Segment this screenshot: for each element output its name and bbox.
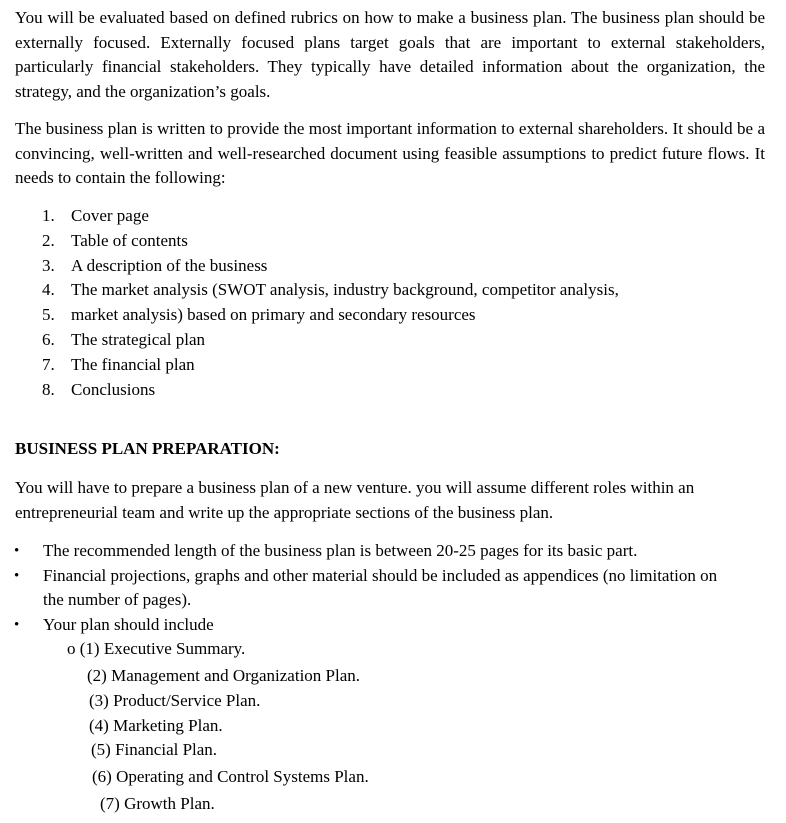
sub-list-item: (4) Marketing Plan.	[89, 716, 223, 735]
list-text: The strategical plan	[71, 329, 206, 349]
bullet-list	[0, 539, 786, 637]
list-text: Table of contents	[71, 230, 188, 250]
sub-list-item: (2) Management and Organization Plan.	[87, 666, 361, 685]
bullet-icon: •	[14, 543, 20, 559]
bullet-text: Your plan should include	[43, 614, 214, 634]
sub-list-item: (5) Financial Plan.	[91, 740, 218, 759]
list-number: 4.	[42, 280, 55, 300]
list-text: The financial plan	[71, 354, 195, 374]
intro-paragraph-2: The business plan is written to provide the most important information to external shareholders. It should be a convincing, well-written and well-researched document using feasible assumptions to predict future flows. It needs to contain the following:	[15, 119, 765, 188]
section-heading: BUSINESS PLAN PREPARATION:	[15, 439, 280, 458]
sub-list-item: o (1) Executive Summary.	[67, 639, 246, 658]
bullet-text: The recommended length of the business plan is between 20-25 pages for its basic part.	[43, 541, 638, 560]
list-number: 6.	[42, 329, 55, 349]
preparation-paragraph: You will have to prepare a business plan of a new venture. you will assume different roles within an entrepreneurial team and write up the appropriate sections of the business plan.	[15, 478, 695, 522]
bullet-icon: •	[14, 616, 20, 633]
list-text: Conclusions	[71, 379, 156, 399]
list-number: 7.	[42, 354, 55, 374]
list-text: A description of the business	[71, 255, 268, 275]
list-number: 5.	[42, 305, 55, 325]
sub-list-item: (7) Growth Plan.	[100, 794, 215, 813]
bullet-item	[0, 564, 786, 613]
list-text: The market analysis (SWOT analysis, industry background, competitor analysis,	[71, 280, 619, 300]
bullet-item	[0, 613, 786, 638]
list-number: 3.	[42, 255, 55, 275]
list-text: Cover page	[71, 206, 149, 225]
bullet-icon: •	[14, 567, 20, 584]
list-number: 1.	[42, 206, 55, 225]
list-number: 8.	[42, 379, 55, 399]
intro-paragraph-1: You will be evaluated based on defined rubrics on how to make a business plan. The business plan should be externally focused. Externally focused plans target goals that are important to external stakeholders, particularly financial stakeholders. They typically have detailed information about the organization, the strategy, and the organization’s goals.	[15, 8, 765, 101]
bullet-text: Financial projections, graphs and other material should be included as appendices (no limitation on the number of pages).	[43, 565, 718, 610]
sub-list-item: (6) Operating and Control Systems Plan.	[92, 767, 369, 786]
list-text: market analysis) based on primary and secondary resources	[71, 305, 476, 325]
list-number: 2.	[42, 230, 55, 250]
sub-list-item: (3) Product/Service Plan.	[89, 691, 261, 710]
bullet-item	[0, 539, 786, 564]
